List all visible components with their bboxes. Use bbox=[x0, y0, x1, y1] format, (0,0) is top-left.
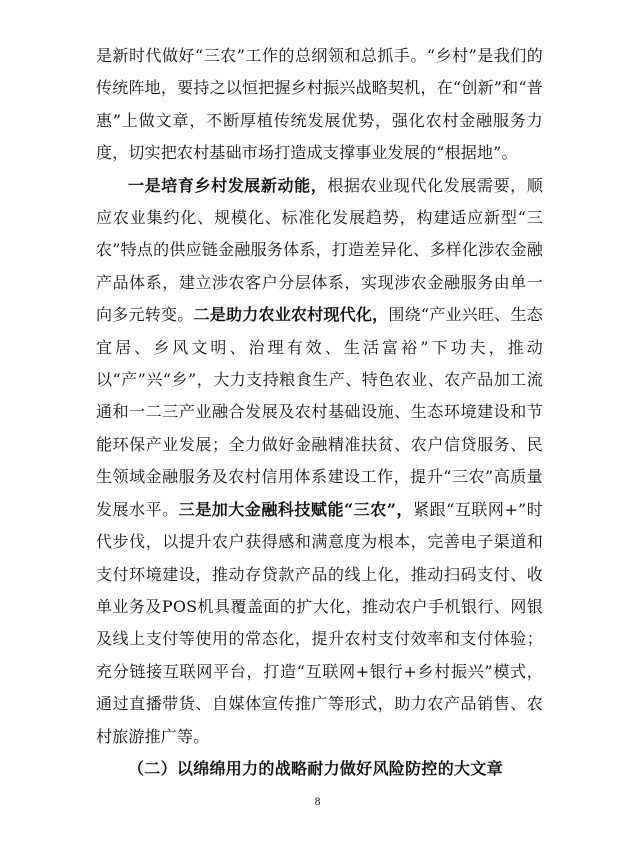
document-body bbox=[96, 40, 543, 785]
page-number: 8 bbox=[314, 797, 321, 808]
lead-phrase-second: 二是助力农业农村现代化， bbox=[193, 305, 389, 325]
lead-phrase-third: 三是加大金融科技赋能“三农”， bbox=[178, 499, 414, 519]
paragraph-three-measures bbox=[96, 170, 543, 753]
body-text-second: 围绕“产业兴旺、生态宜居、乡风文明、治理有效、生活富裕”下功夫，推动以“产”兴“乡”，大力支持粮食生产、特色农业、农产品加工流通和一二三产业融合发展及农村基础设施、生态环境建设和节能环保产业发展；全力做好金融精准扶贫、农户信贷服务、民生领域金融服务及农村信用体系建设工作，提升“三农”高质量发展水平。 bbox=[96, 305, 543, 519]
paragraph-rural-base bbox=[96, 40, 543, 170]
paragraph-text: 是新时代做好“三农”工作的总纲领和总抓手。“乡村”是我们的传统阵地，要持之以恒把握乡村振兴战略契机，在“创新”和“普惠”上做文章，不断厚植传统发展优势，强化农村金融服务力度，切实把农村基础市场打造成支撑事业发展的“根据地”。 bbox=[96, 46, 543, 163]
body-text-third: 紧跟“互联网+”时代步伐，以提升农户获得感和满意度为根本，完善电子渠道和支付环境建设，推动存贷款产品的线上化，推动扫码支付、收单业务及POS机具覆盖面的扩大化，推动农户手机银行、网银及线上支付等使用的常态化，提升农村支付效率和支付体验；充分链接互联网平台，打造“互联网+银行+乡村振兴”模式，通过直播带货、自媒体宣传推广等形式，助力农产品销售、农村旅游推广等。 bbox=[96, 499, 543, 746]
section-heading: （二）以绵绵用力的战略耐力做好风险防控的大文章 bbox=[128, 758, 503, 778]
lead-phrase-first: 一是培育乡村发展新动能， bbox=[128, 175, 328, 195]
body-text-first: 根据农业现代化发展需要，顺应农业集约化、规模化、标准化发展趋势，构建适应新型“三农”特点的供应链金融服务体系，打造差异化、多样化涉农金融产品体系，建立涉农客户分层体系，实现涉农金融服务由单一向多元转变。 bbox=[96, 175, 543, 325]
